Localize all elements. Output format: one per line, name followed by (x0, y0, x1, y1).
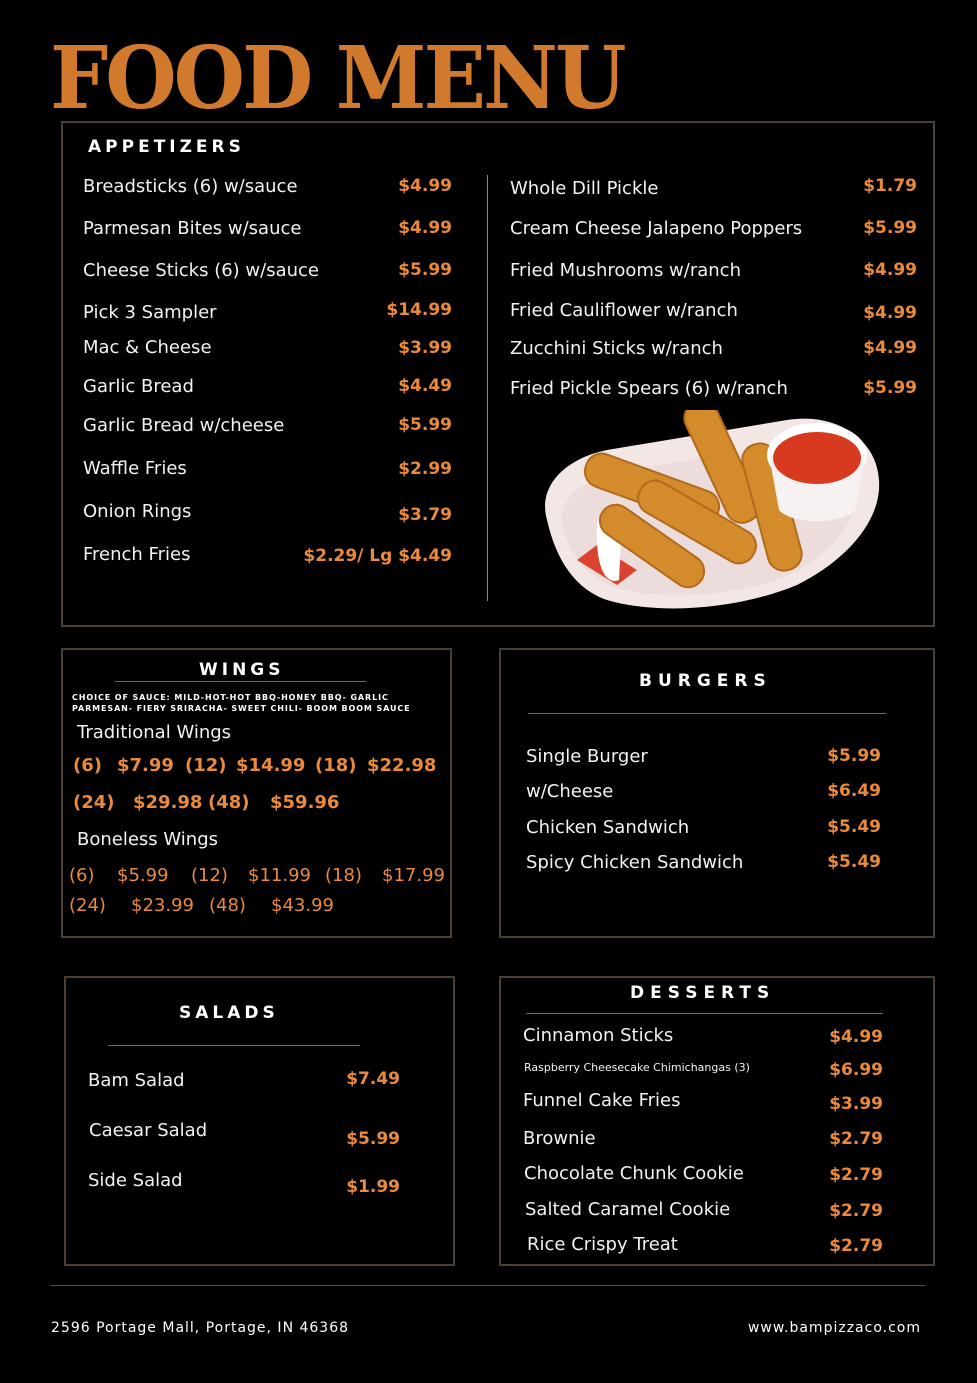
menu-item-price: $2.79 (829, 1236, 883, 1256)
appetizers-heading: APPETIZERS (88, 137, 245, 157)
menu-item-name: Pick 3 Sampler (83, 302, 217, 323)
menu-item-name: Caesar Salad (89, 1120, 208, 1141)
menu-item-price: $2.79 (829, 1129, 883, 1149)
wing-price: $29.98 (133, 792, 203, 813)
menu-item-name: French Fries (83, 544, 191, 565)
sauce-options-note: CHOICE OF SAUCE: MILD-HOT-HOT BBQ-HONEY BBQ- GARLIC (72, 693, 389, 702)
menu-item-price: $14.99 (386, 300, 452, 320)
menu-item-price: $7.49 (346, 1069, 400, 1089)
menu-item-name: Breadsticks (6) w/sauce (83, 176, 298, 197)
menu-item-name: Brownie (523, 1128, 596, 1149)
menu-item-name: Zucchini Sticks w/ranch (510, 338, 723, 359)
menu-item-price: $3.99 (398, 338, 452, 358)
menu-item-price: $5.99 (346, 1129, 400, 1149)
cheese-sticks-image (537, 410, 882, 615)
menu-item-price: $5.99 (863, 378, 917, 398)
menu-item-price: $5.99 (398, 260, 452, 280)
menu-item-name: Waffle Fries (83, 458, 187, 479)
menu-item-name: Funnel Cake Fries (523, 1090, 681, 1111)
menu-item-name: Fried Pickle Spears (6) w/ranch (510, 378, 788, 399)
burgers-heading-rule (528, 713, 886, 714)
wing-count: (12) (185, 755, 227, 776)
burgers-heading: BURGERS (639, 671, 772, 691)
desserts-panel (499, 976, 935, 1266)
menu-item-price: $6.49 (827, 781, 881, 801)
wings-heading-rule (115, 681, 366, 682)
menu-item-price: $4.49 (398, 376, 452, 396)
boneless-wings-label: Boneless Wings (77, 829, 219, 850)
menu-item-name: Garlic Bread w/cheese (83, 415, 285, 436)
menu-item-name: Raspberry Cheesecake Chimichangas (3) (524, 1061, 750, 1074)
wing-count: (18) (325, 865, 362, 886)
menu-item-price: $2.99 (398, 459, 452, 479)
menu-item-price: $4.99 (829, 1027, 883, 1047)
wing-price: $17.99 (382, 865, 445, 886)
footer-address: 2596 Portage Mall, Portage, IN 46368 (51, 1320, 350, 1336)
wing-price: $59.96 (270, 792, 340, 813)
menu-item-price: $3.99 (829, 1094, 883, 1114)
menu-item-price: $4.99 (398, 176, 452, 196)
menu-item-price: $2.79 (829, 1165, 883, 1185)
menu-title: FOOD MENU (50, 28, 624, 129)
wing-price: $7.99 (117, 755, 174, 776)
menu-item-name: Chocolate Chunk Cookie (524, 1163, 744, 1184)
menu-item-price: $5.49 (827, 817, 881, 837)
wing-count: (48) (209, 895, 246, 916)
menu-item-price: $1.79 (863, 176, 917, 196)
wing-count: (6) (73, 755, 102, 776)
menu-item-name: w/Cheese (526, 781, 614, 802)
wing-price: $14.99 (236, 755, 306, 776)
menu-item-name: Bam Salad (88, 1070, 185, 1091)
salads-heading: SALADS (179, 1003, 279, 1023)
wing-price: $5.99 (117, 865, 169, 886)
menu-item-price: $2.79 (829, 1201, 883, 1221)
wing-price: $22.98 (367, 755, 437, 776)
traditional-wings-label: Traditional Wings (77, 722, 232, 743)
menu-item-price: $4.99 (863, 338, 917, 358)
sauce-options-note: PARMESAN- FIERY SRIRACHA- SWEET CHILI- BOOM BOOM SAUCE (72, 704, 411, 713)
menu-item-name: Salted Caramel Cookie (525, 1199, 731, 1220)
menu-item-price: $5.99 (827, 746, 881, 766)
wing-count: (24) (73, 792, 115, 813)
menu-item-name: Mac & Cheese (83, 337, 212, 358)
wing-count: (48) (208, 792, 250, 813)
menu-item-name: Side Salad (88, 1170, 183, 1191)
salads-heading-rule (108, 1045, 360, 1046)
appetizers-divider (487, 175, 488, 601)
wing-price: $11.99 (248, 865, 311, 886)
menu-item-name: Chicken Sandwich (526, 817, 690, 838)
menu-item-name: Whole Dill Pickle (510, 178, 659, 199)
menu-item-name: Cream Cheese Jalapeno Poppers (510, 218, 803, 239)
menu-item-name: Spicy Chicken Sandwich (526, 852, 744, 873)
desserts-heading: DESSERTS (630, 983, 776, 1003)
wings-heading: WINGS (199, 660, 285, 680)
menu-item-name: Cheese Sticks (6) w/sauce (83, 260, 319, 281)
desserts-heading-rule (526, 1013, 883, 1014)
menu-item-name: Fried Cauliflower w/ranch (510, 300, 738, 321)
menu-item-name: Cinnamon Sticks (523, 1025, 674, 1046)
menu-item-name: Rice Crispy Treat (527, 1234, 678, 1255)
wing-count: (18) (315, 755, 357, 776)
wing-count: (12) (191, 865, 228, 886)
menu-item-name: Garlic Bread (83, 376, 194, 397)
menu-item-price: $5.99 (398, 415, 452, 435)
menu-item-price: $4.99 (863, 260, 917, 280)
footer-website-link[interactable]: www.bampizzaco.com (747, 1320, 921, 1336)
menu-item-name: Onion Rings (83, 501, 192, 522)
menu-item-name: Parmesan Bites w/sauce (83, 218, 302, 239)
wing-price: $23.99 (131, 895, 194, 916)
menu-item-name: Single Burger (526, 746, 648, 767)
menu-item-price: $2.29/ Lg $4.49 (303, 546, 452, 566)
menu-item-price: $3.79 (398, 505, 452, 525)
menu-item-price: $6.99 (829, 1060, 883, 1080)
menu-item-price: $4.99 (863, 303, 917, 323)
menu-item-price: $5.49 (827, 852, 881, 872)
wing-count: (24) (69, 895, 106, 916)
menu-item-price: $1.99 (346, 1177, 400, 1197)
footer-divider (50, 1285, 925, 1286)
menu-item-name: Fried Mushrooms w/ranch (510, 260, 741, 281)
menu-item-price: $4.99 (398, 218, 452, 238)
menu-item-price: $5.99 (863, 218, 917, 238)
wing-price: $43.99 (271, 895, 334, 916)
wing-count: (6) (69, 865, 95, 886)
